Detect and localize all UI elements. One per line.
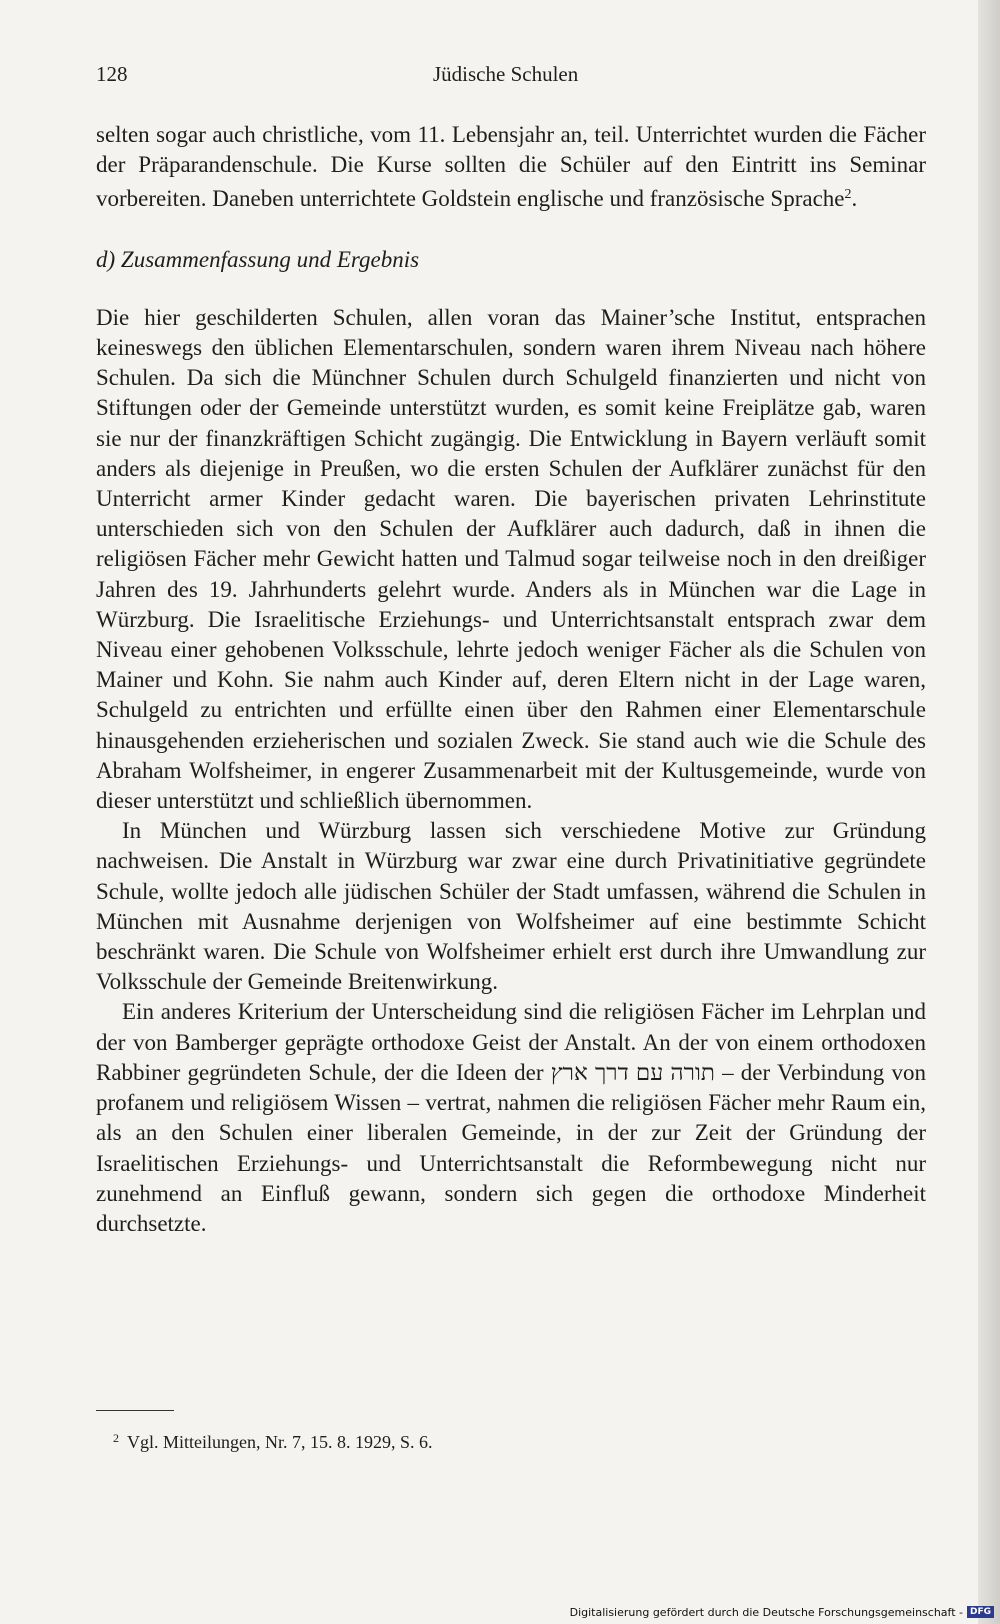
- paragraph-4-text: Ein anderes Kriterium der Unterscheidung sind die religiösen Fächer im Lehrplan und der von Bamberger geprägte orthodoxe Geist der Anstalt. An der von einem orthodoxen Rabbiner gegründeten Schule, der die Ideen der: [96, 999, 926, 1085]
- hebrew-phrase: תורה עם דרך ארץ: [550, 1059, 715, 1085]
- footnote-text: Vgl. Mitteilungen, Nr. 7, 15. 8. 1929, S. 6.: [127, 1432, 433, 1452]
- body-text: [96, 120, 926, 1239]
- paragraph-1: [96, 120, 926, 215]
- footnote-ref: 2: [844, 187, 852, 203]
- running-header: [96, 62, 926, 96]
- footnote: [113, 1431, 433, 1453]
- paragraph-4: [96, 997, 926, 1239]
- paragraph-3: In München und Würzburg lassen sich verschiedene Motive zur Gründung nachweisen. Die Anstalt in Würzburg war zwar eine durch Privatinitiative gegründete Schule, wollte jedoch alle jüdischen Schüler der Stadt umfassen, während die Schulen in München mit Ausnahme derjenigen von Wolfsheimer auf eine bestimmte Schicht beschränkt waren. Die Schule von Wolfsheimer erhielt erst durch ihre Umwandlung zur Volksschule der Gemeinde Breitenwirkung.: [96, 818, 926, 995]
- footnote-marker: 2: [113, 1431, 119, 1445]
- paragraph-1-end: .: [851, 186, 858, 212]
- credit-text: Digitalisierung gefördert durch die Deutsche Forschungsgemeinschaft -: [569, 1605, 963, 1619]
- section-heading: d) Zusammenfassung und Ergebnis: [96, 246, 420, 272]
- running-title: Jüdische Schulen: [433, 62, 579, 86]
- digitization-credit: [570, 1604, 994, 1620]
- page-edge: [978, 0, 1000, 1624]
- paragraph-4-rest: – der Verbindung von profanem und religiösem Wissen – vertrat, nahmen die religiösen Fächer mehr Raum ein, als an den Schulen einer liberalen Gemeinde, in der zur Zeit der Gründung der Israelitischen Erziehungs- und Unterrichtsanstalt die Reformbewegung nicht nur zunehmend an Einfluß gewann, sondern sich gegen die orthodoxe Minderheit durchsetzte.: [96, 1059, 926, 1236]
- paragraph-2: Die hier geschilderten Schulen, allen voran das Mainer’sche Institut, entsprachen keineswegs den üblichen Elementarschulen, sondern waren ihrem Niveau nach höhere Schulen. Da sich die Münchner Schulen durch Schulgeld finanzierten und nicht von Stiftungen oder der Gemeinde unterstützt wurden, es somit keine Freiplätze gab, waren sie nur der finanzkräftigen Schicht zugängig. Die Entwicklung in Bayern verläuft somit anders als diejenige in Preußen, wo die ersten Schulen der Aufklärer zunächst für den Unterricht armer Kinder gedacht waren. Die bayerischen privaten Lehrinstitute unterschieden sich von den Schulen der Aufklärer auch dadurch, daß in ihnen die religiösen Fächer mehr Gewicht hatten und Talmud sogar teilweise noch in den dreißiger Jahren des 19. Jahrhunderts gelehrt wurde. Anders als in München war die Lage in Würzburg. Die Israelitische Erziehungs- und Unterrichtsanstalt entsprach zwar dem Niveau einer gehobenen Volksschule, lehrte jedoch weniger Fächer als die Schulen von Mainer und Kohn. Sie nahm auch Kinder auf, deren Eltern nicht in der Lage waren, Schulgeld zu entrichten und erfüllte einen über den Rahmen einer Elementarschule hinausgehenden erzieherischen und sozialen Zweck. Sie stand auch wie die Schule des Abraham Wolfsheimer, in engerer Zusammenarbeit mit der Kultusgemeinde, wurde von dieser unterstützt und schließlich übernommen.: [96, 304, 926, 814]
- footnote-rule: [96, 1410, 174, 1411]
- page-number: 128: [96, 62, 128, 86]
- dfg-logo: DFG: [967, 1606, 994, 1618]
- paragraph-1-text: selten sogar auch christliche, vom 11. Lebensjahr an, teil. Unterrichtet wurden die Fächer der Präparandenschule. Die Kurse sollten die Schüler auf den Eintritt ins Seminar vorbereiten. Daneben unterrichtete Goldstein englische und französische Sprache: [96, 122, 926, 212]
